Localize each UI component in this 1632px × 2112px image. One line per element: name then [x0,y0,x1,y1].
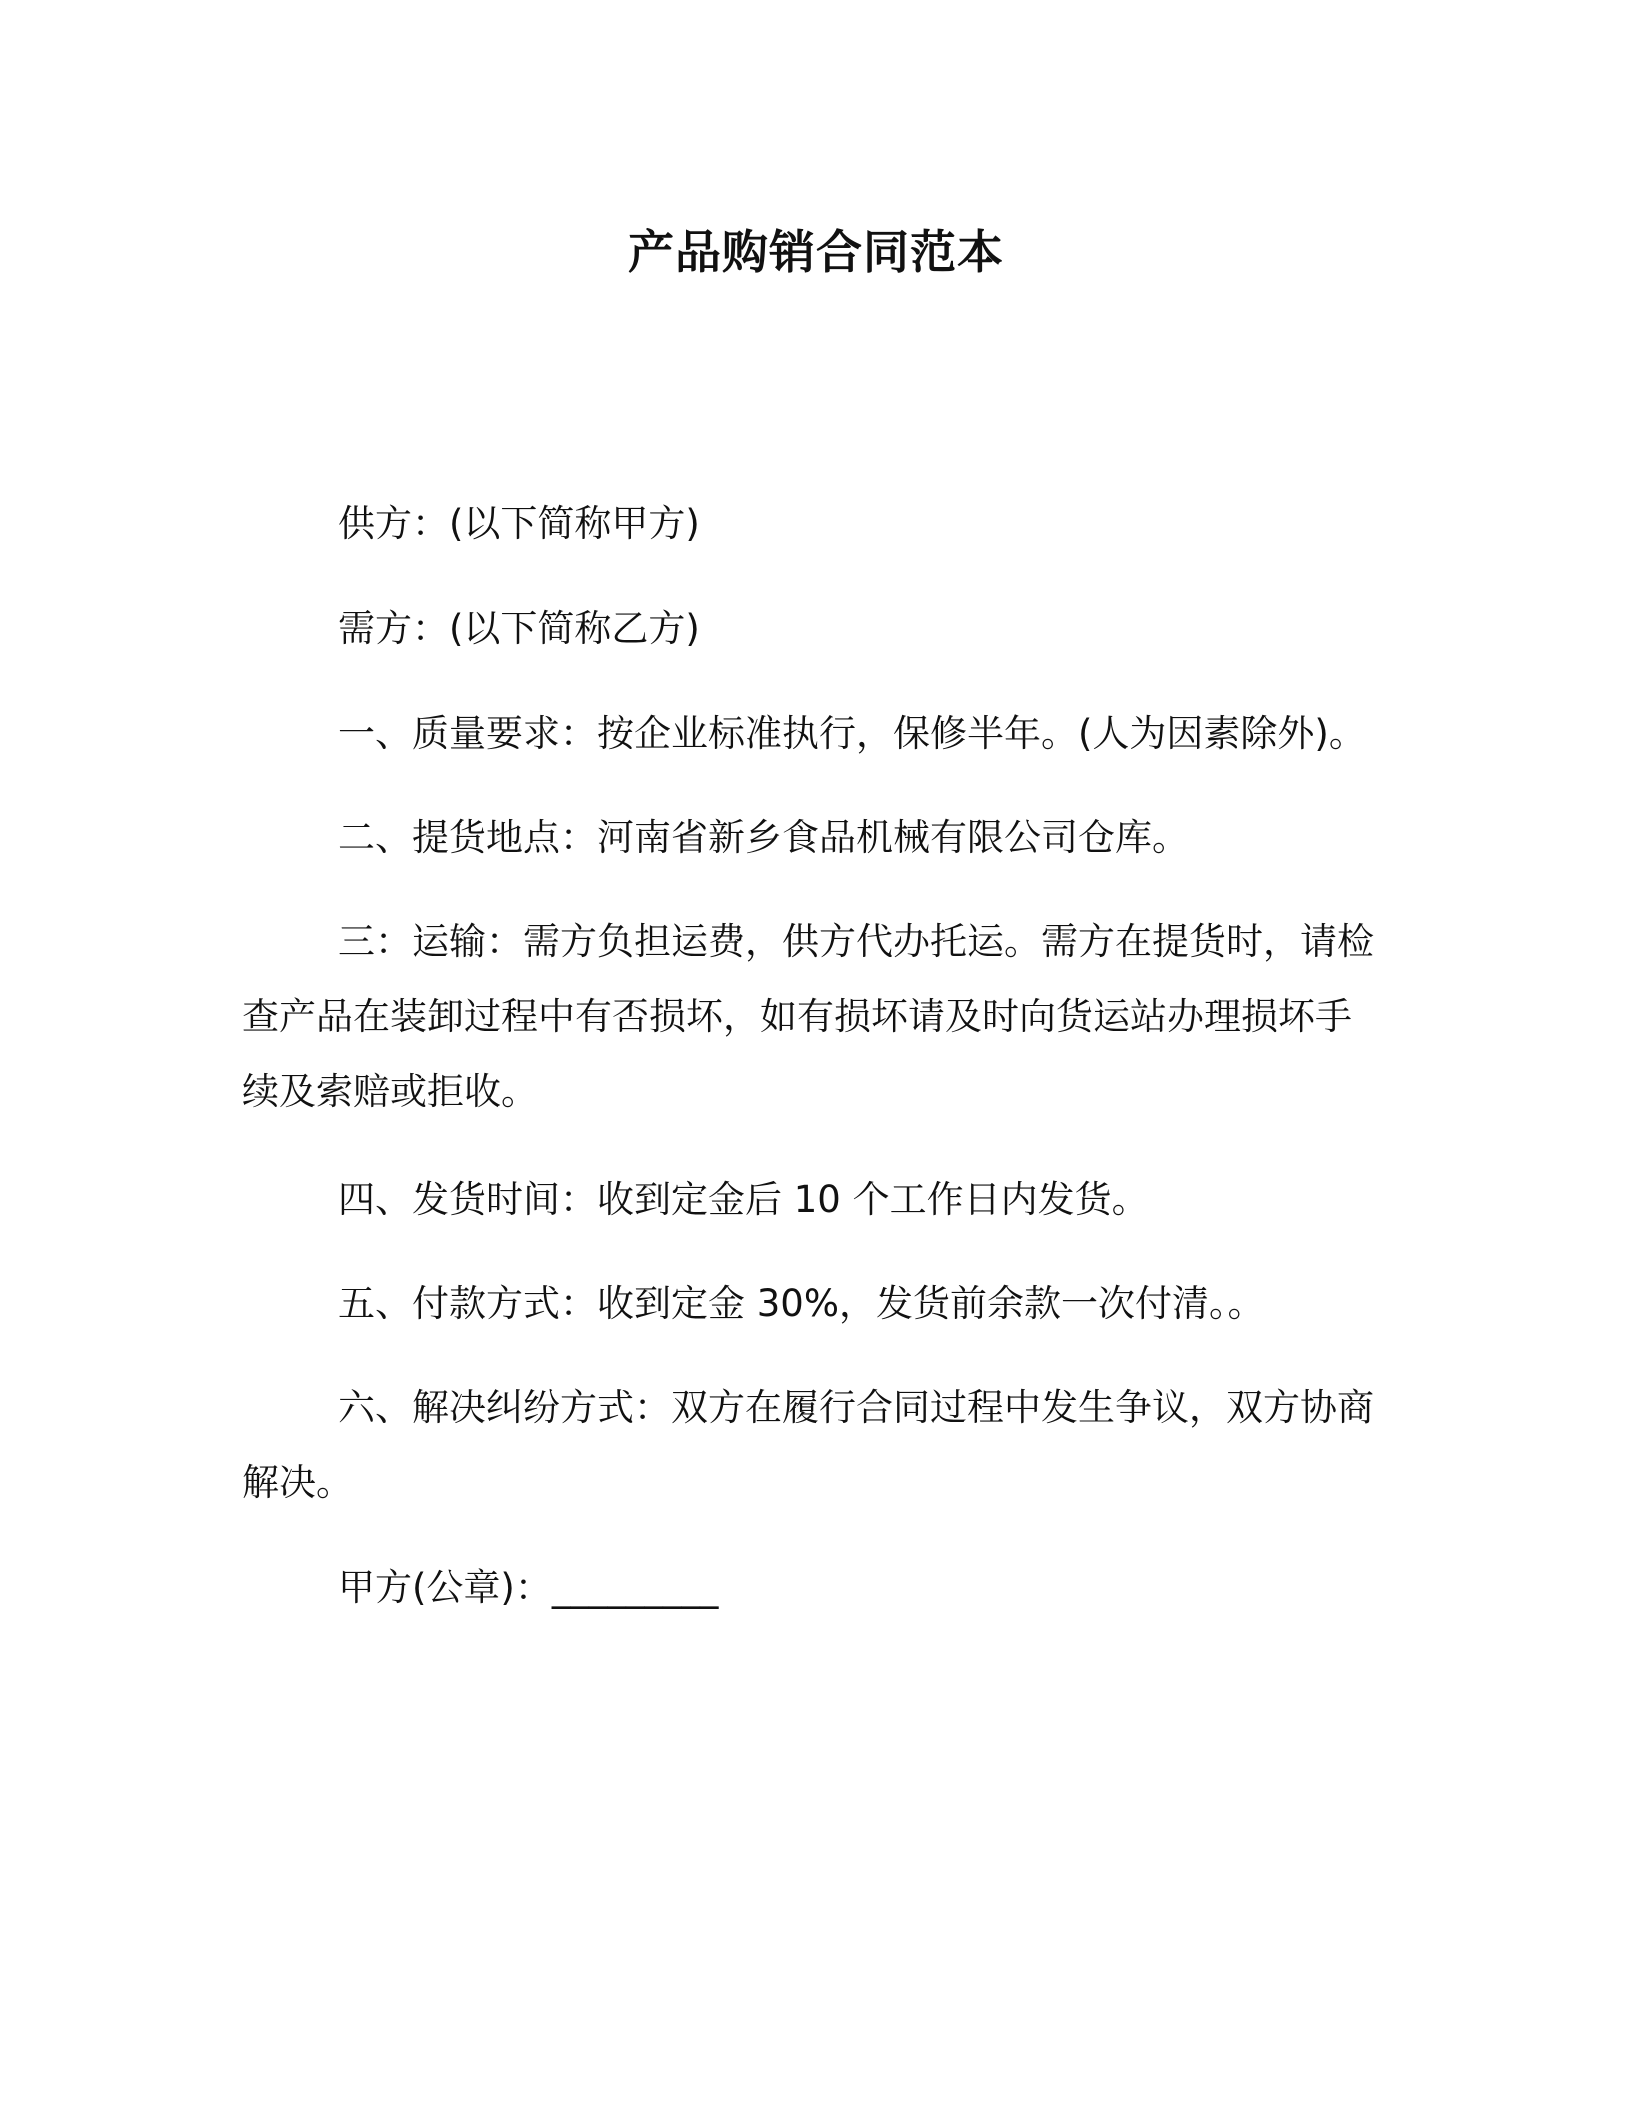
supplier-line: 供方：(以下简称甲方) [338,502,700,545]
payment-method-clause: 五、付款方式：收到定金 30%，发货前余款一次付清。。 [338,1282,1265,1325]
quality-clause: 一、质量要求：按企业标准执行，保修半年。(人为因素除外)。 [338,712,1366,755]
pickup-location-clause: 二、提货地点：河南省新乡食品机械有限公司仓库。 [338,816,1189,859]
party-a-seal-line: 甲方(公章)：_________ [338,1566,719,1609]
dispute-resolution-clause: 六、解决纠纷方式：双方在履行合同过程中发生争议，双方协商解决。 [242,1386,1374,1504]
transport-clause: 三：运输：需方负担运费，供方代办托运。需方在提货时，请检查产品在装卸过程中有否损坏，如有损坏请及时向货运站办理损坏手续及索赔或拒收。 [242,920,1374,1113]
document-title: 产品购销合同范本 [628,225,1004,279]
buyer-line: 需方：(以下简称乙方) [338,607,700,650]
delivery-time-clause: 四、发货时间：收到定金后 10 个工作日内发货。 [338,1178,1149,1221]
